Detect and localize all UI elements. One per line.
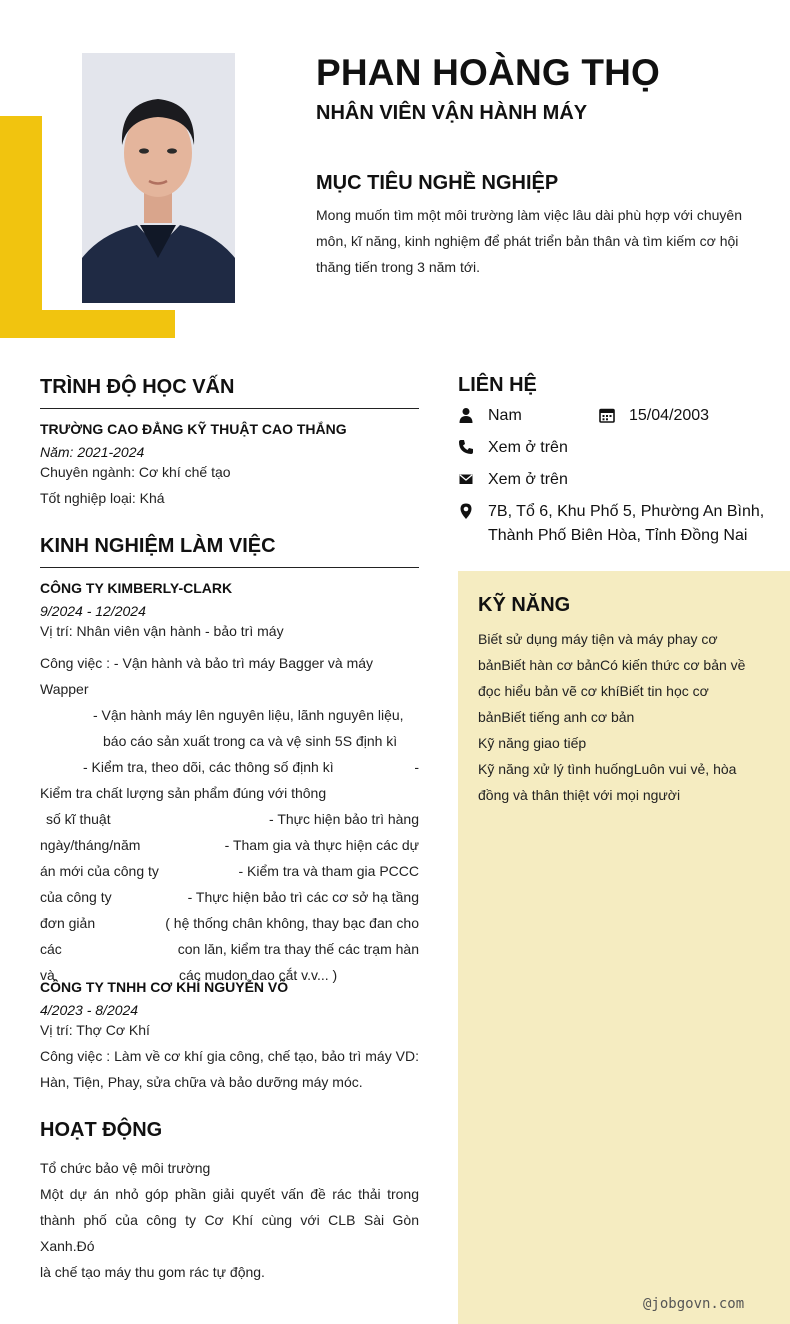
duty-line: đơn giản: [40, 915, 96, 931]
birthday-value: 15/04/2003: [629, 407, 710, 424]
duty-row: [40, 858, 419, 884]
contact-address: [458, 500, 764, 548]
duty-line: ngày/tháng/năm: [40, 837, 141, 853]
activity-line: thành phố của công ty Cơ Khí cùng với CLB Sài Gòn Xanh.Đó: [40, 1212, 419, 1254]
skills-list: [478, 626, 778, 808]
job-period: 9/2024 - 12/2024: [40, 603, 146, 619]
duty-line: Hàn, Tiện, Phay, sửa chữa và bảo dưỡng máy móc.: [40, 1074, 363, 1090]
skills-title: KỸ NĂNG: [478, 594, 571, 616]
job-period: 4/2023 - 8/2024: [40, 1002, 139, 1018]
duty-row: [40, 832, 419, 858]
duty-row: [40, 936, 419, 962]
skill-line: đồng và thân thiệt với mọi người: [478, 787, 681, 803]
job-position: Vị trí: Thợ Cơ Khí: [40, 1022, 150, 1038]
skill-line: Kỹ năng giao tiếp: [478, 735, 587, 751]
address-line: 7B, Tổ 6, Khu Phố 5, Phường An Bình,: [488, 503, 765, 520]
activity-line: là chế tạo máy thu gom rác tự động.: [40, 1264, 265, 1280]
duty-line: - Kiểm tra và tham gia PCCC: [238, 863, 419, 879]
mail-icon: [458, 471, 474, 487]
skill-line: Kỹ năng xử lý tình huốngLuôn vui vẻ, hòa: [478, 761, 737, 777]
contact-phone: [458, 436, 568, 460]
candidate-name: PHAN HOÀNG THỌ: [316, 52, 661, 93]
duty-line: Công việc : - Vận hành và bảo trì máy Bagger và máy Wapper: [40, 655, 374, 697]
location-pin-icon: [458, 503, 474, 519]
objective-title: MỤC TIÊU NGHỀ NGHIỆP: [316, 172, 559, 194]
candidate-role: NHÂN VIÊN VẬN HÀNH MÁY: [316, 102, 588, 124]
duty-line: con lăn, kiểm tra thay thế các trạm hàn: [177, 941, 419, 957]
activities-title: HOẠT ĐỘNG: [40, 1119, 163, 1141]
contact-email: [458, 468, 568, 492]
accent-bar-vertical: [0, 116, 42, 338]
contact-birthday: [599, 404, 709, 428]
address-value: [488, 500, 764, 548]
education-grade: Tốt nghiệp loại: Khá: [40, 490, 165, 506]
gender-value: Nam: [488, 407, 522, 424]
address-line: Thành Phố Biên Hòa, Tỉnh Đồng Nai: [488, 527, 748, 544]
education-title: TRÌNH ĐỘ HỌC VẤN: [40, 376, 235, 398]
person-icon: [458, 407, 474, 423]
education-divider: [40, 408, 419, 409]
profile-photo: [82, 53, 235, 303]
job-company: CÔNG TY TNHH CƠ KHÍ NGUYỄN VÕ: [40, 979, 289, 995]
skill-line: bảnBiết tiếng anh cơ bản: [478, 709, 635, 725]
duty-line: báo cáo sản xuất trong ca và vệ sinh 5S định kì: [103, 733, 398, 749]
contact-title: LIÊN HỆ: [458, 374, 537, 396]
duty-line: các mudon dao cắt v.v... ): [179, 967, 338, 983]
job-position: Vị trí: Nhân viên vận hành - bảo trì máy: [40, 623, 284, 639]
education-major: Chuyên ngành: Cơ khí chế tạo: [40, 464, 231, 480]
education-period: Năm: 2021-2024: [40, 444, 145, 460]
duty-line: - Thực hiện bảo trì hàng: [269, 811, 419, 827]
duty-row: [40, 754, 419, 780]
objective-line: Mong muốn tìm một môi trường làm việc lâu dài phù hợp với chuyên: [316, 207, 742, 223]
duty-line: ( hệ thống chân không, thay bạc đan cho: [165, 915, 419, 931]
duty-row: [40, 806, 419, 832]
skill-line: đọc hiểu bản vẽ cơ khíBiết tin học cơ: [478, 683, 709, 699]
objective-text: [316, 202, 756, 280]
activity-line: Một dự án nhỏ góp phần giải quyết vấn đề rác thải trong: [40, 1186, 419, 1202]
duty-line: -: [414, 759, 419, 775]
activity-line: Tổ chức bảo vệ môi trường: [40, 1160, 211, 1176]
duty-line: Kiểm tra chất lượng sản phẩm đúng với thông: [40, 785, 327, 801]
job-nguyen-vo: [40, 979, 419, 1095]
education-section: [40, 421, 419, 511]
phone-icon: [458, 439, 474, 455]
email-value: Xem ở trên: [488, 471, 568, 488]
skill-line: bảnBiết hàn cơ bảnCó kiến thức cơ bản về: [478, 657, 746, 673]
skills-panel: [458, 571, 790, 1324]
skill-line: Biết sử dụng máy tiện và máy phay cơ: [478, 631, 718, 647]
duty-line: - Thực hiện bảo trì các cơ sở hạ tầng: [187, 889, 419, 905]
duty-row: [40, 884, 419, 910]
duty-line: - Vận hành máy lên nguyên liệu, lãnh nguyên liệu,: [93, 707, 404, 723]
duty-line: các: [40, 941, 62, 957]
duty-line: - Tham gia và thực hiện các dự: [224, 837, 419, 853]
profile-photo-illustration: [82, 53, 235, 303]
objective-line: môn, kĩ năng, kinh nghiệm để phát triển bản thân và tìm kiếm cơ hội: [316, 233, 739, 249]
contact-gender: [458, 404, 522, 428]
job-duties: [40, 650, 419, 988]
duty-line: số kĩ thuật: [46, 811, 111, 827]
calendar-icon: [599, 407, 615, 423]
duty-line: của công ty: [40, 889, 112, 905]
phone-value: Xem ở trên: [488, 439, 568, 456]
accent-bar-horizontal: [0, 310, 175, 338]
job-company: CÔNG TY KIMBERLY-CLARK: [40, 580, 233, 596]
duty-row: [40, 910, 419, 936]
duty-line: Công việc : Làm về cơ khí gia công, chế tạo, bảo trì máy VD:: [40, 1048, 419, 1064]
objective-line: thăng tiến trong 3 năm tới.: [316, 259, 481, 275]
activities-section: [40, 1155, 419, 1285]
duty-line: - Kiểm tra, theo dõi, các thông số định kì: [83, 759, 334, 775]
duty-line: án mới của công ty: [40, 863, 159, 879]
watermark: @jobgovn.com: [643, 1296, 745, 1312]
experience-title: KINH NGHIỆM LÀM VIỆC: [40, 535, 276, 557]
duty-line: và: [40, 967, 55, 983]
job-kimberly-clark: [40, 580, 419, 644]
school-name: TRƯỜNG CAO ĐẲNG KỸ THUẬT CAO THẮNG: [40, 421, 347, 437]
experience-divider: [40, 567, 419, 568]
